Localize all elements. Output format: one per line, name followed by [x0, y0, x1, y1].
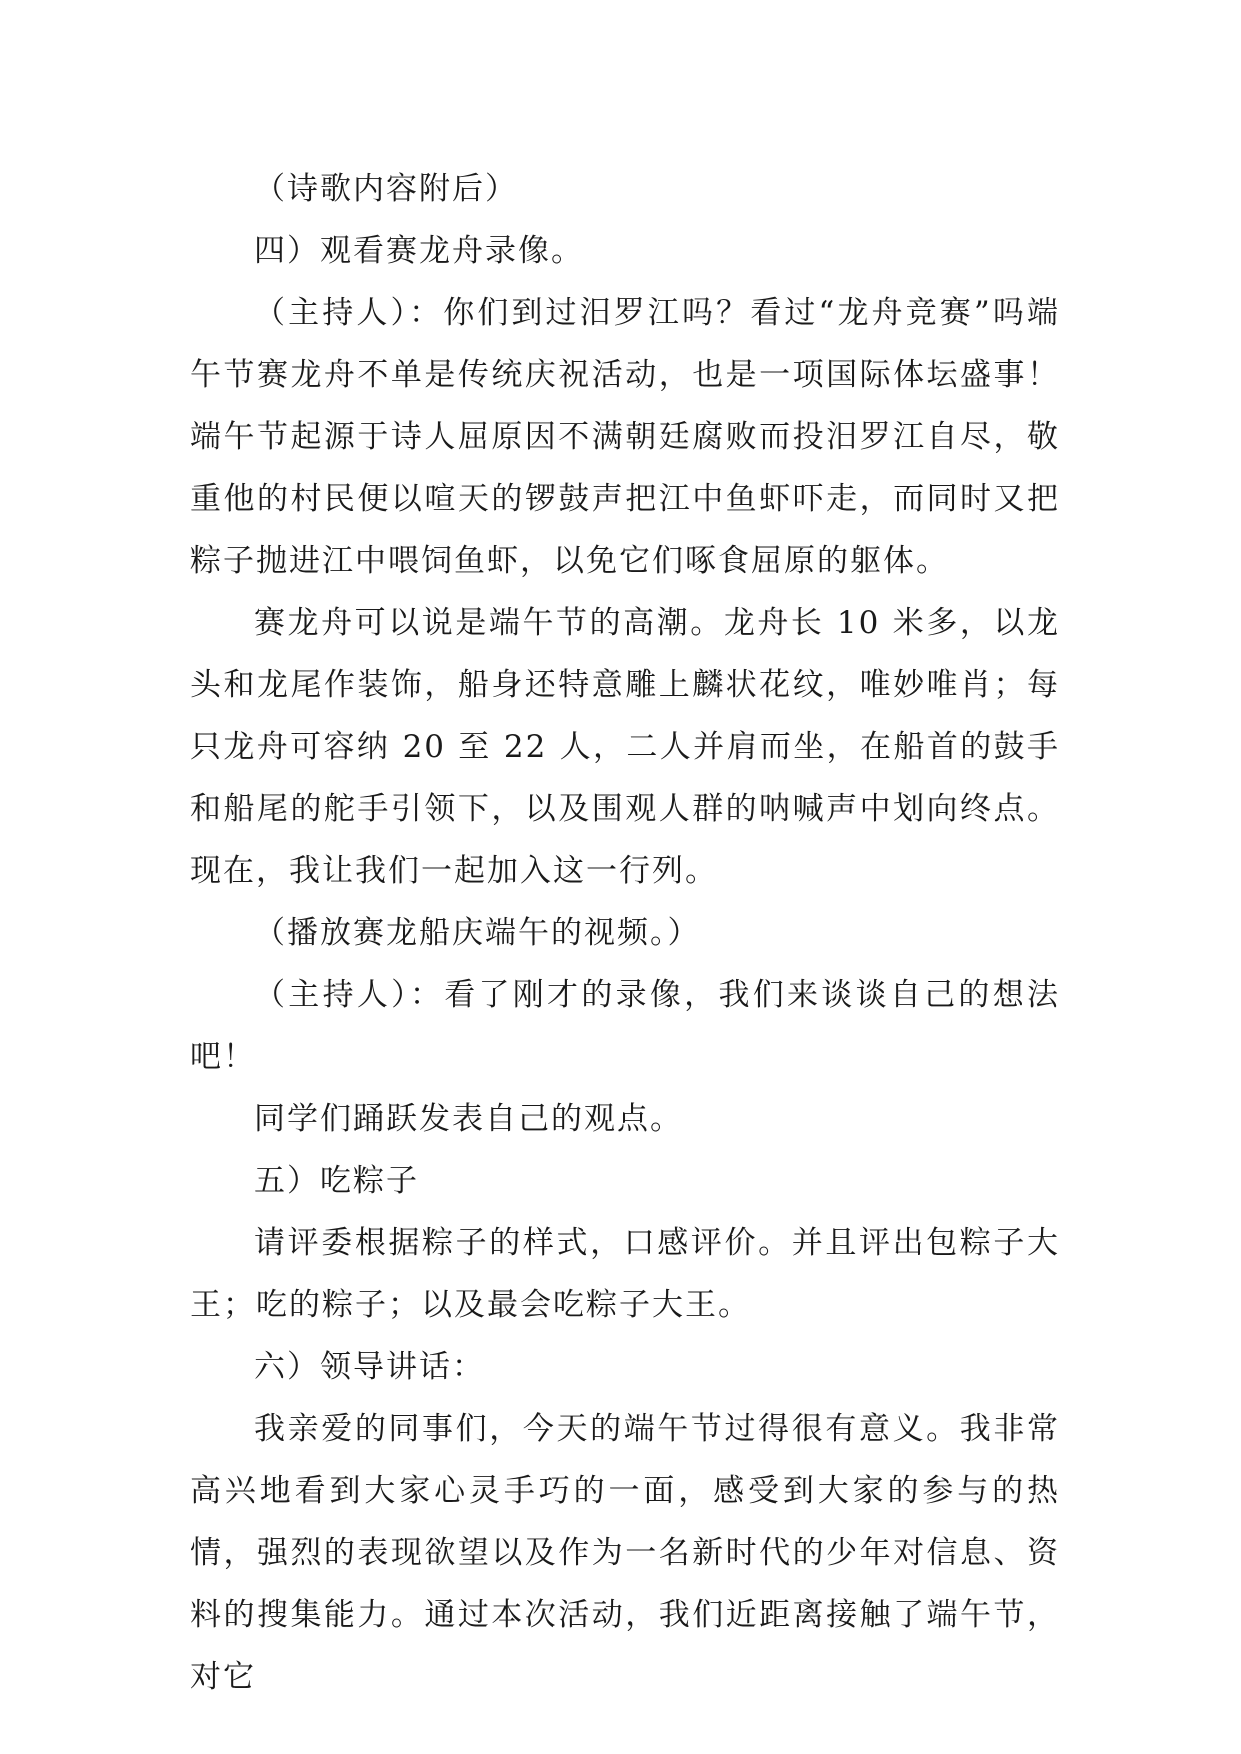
paragraph-judges: 请评委根据粽子的样式，口感评价。并且评出包粽子大王；吃的粽子；以及最会吃粽子大王。	[190, 1225, 1060, 1323]
paragraph-section-six: 六）领导讲话：	[254, 1349, 485, 1385]
paragraph-section-four: 四）观看赛龙舟录像。	[254, 233, 584, 269]
paragraph-dragon-boat: 赛龙舟可以说是端午节的高潮。龙舟长 10 米多，以龙头和龙尾作装饰，船身还特意雕上麟状花纹，唯妙唯肖；每只龙舟可容纳 20 至 22 人，二人并肩而坐，在船首的鼓手和船尾的舵手引领下，以及围观人群的呐喊声中划向终点。现在，我让我们一起加入这一行列。	[190, 605, 1060, 889]
paragraph-play-video: （播放赛龙船庆端午的视频。）	[254, 915, 701, 951]
paragraph-poem-note: （诗歌内容附后）	[254, 171, 518, 207]
paragraph-leader-speech: 我亲爱的同事们，今天的端午节过得很有意义。我非常高兴地看到大家心灵手巧的一面，感受到大家的参与的热情，强烈的表现欲望以及作为一名新时代的少年对信息、资料的搜集能力。通过本次活动，我们近距离接触了端午节，对它	[190, 1411, 1060, 1695]
document-body	[190, 158, 1060, 1708]
paragraph-section-five: 五）吃粽子	[254, 1163, 419, 1199]
paragraph-students-speak: 同学们踊跃发表自己的观点。	[254, 1101, 683, 1137]
paragraph-host-question: （主持人）：你们到过汨罗江吗？看过“龙舟竞赛”吗端午节赛龙舟不单是传统庆祝活动，也是一项国际体坛盛事！端午节起源于诗人屈原因不满朝廷腐败而投汨罗江自尽，敬重他的村民便以喧天的锣鼓声把江中鱼虾吓走，而同时又把粽子抛进江中喂饲鱼虾，以免它们啄食屈原的躯体。	[190, 295, 1060, 579]
paragraph-host-discussion: （主持人）：看了刚才的录像，我们来谈谈自己的想法吧！	[190, 977, 1060, 1075]
